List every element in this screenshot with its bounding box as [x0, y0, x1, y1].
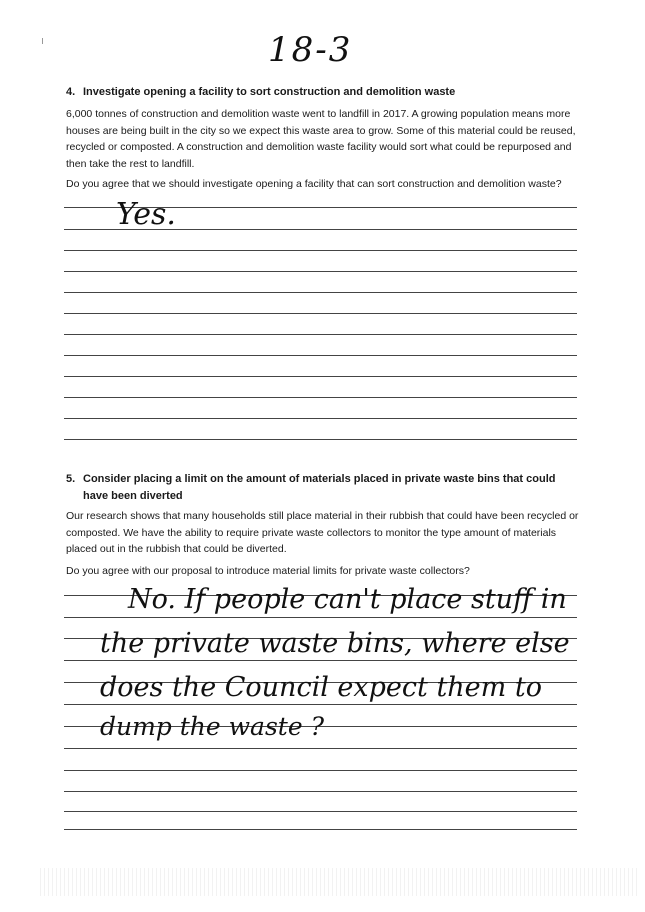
q5-heading [66, 471, 576, 505]
answer-line [64, 748, 577, 749]
q5-answer-line-1: No. If people can't place stuff in [128, 584, 567, 615]
q4-body: 6,000 tonnes of construction and demolition waste went to landfill in 2017. A growing population means more houses are being built in the city so we expect this waste area to grow. Some of this material could be reused, recycled or composted. A construction and demolition waste facility would sort what could be repurposed and then take the rest to landfill. [66, 108, 576, 170]
answer-line [64, 704, 577, 705]
scan-mark [42, 38, 43, 44]
answer-line [64, 250, 577, 251]
answer-line [64, 376, 577, 377]
answer-line [64, 829, 577, 830]
q4-answer: Yes. [116, 197, 176, 232]
page-number: 18-3 [268, 30, 353, 70]
answer-line [64, 811, 577, 812]
q5-answer-line-4: dump the waste ? [100, 712, 324, 741]
q4-heading [66, 84, 576, 101]
q4-title: Investigate opening a facility to sort construction and demolition waste [83, 86, 456, 98]
q4-number: 4. [66, 86, 76, 98]
answer-line [64, 439, 577, 440]
answer-line [64, 660, 577, 661]
q5-title: Consider placing a limit on the amount of materials placed in private waste bins that could have been diverted [83, 473, 556, 502]
q5-answer-line-2: the private waste bins, where else [100, 628, 570, 659]
answer-line [64, 418, 577, 419]
answer-line [64, 791, 577, 792]
q5-question: Do you agree with our proposal to introduce material limits for private waste collectors? [66, 565, 470, 577]
q5-answer-line-3: does the Council expect them to [100, 672, 542, 703]
answer-line [64, 313, 577, 314]
answer-line [64, 292, 577, 293]
q4-question: Do you agree that we should investigate opening a facility that can sort construction and demolition waste? [66, 178, 562, 190]
scan-artifact [40, 868, 640, 896]
q5-body: Our research shows that many households still place material in their rubbish that could have been recycled or composted. We have the ability to require private waste collectors to monitor the type amount of materials placed out in the rubbish that could be diverted. [66, 510, 579, 555]
answer-line [64, 770, 577, 771]
answer-line [64, 397, 577, 398]
answer-line [64, 334, 577, 335]
answer-line [64, 271, 577, 272]
answer-line [64, 617, 577, 618]
q5-number: 5. [66, 473, 76, 485]
answer-line [64, 355, 577, 356]
